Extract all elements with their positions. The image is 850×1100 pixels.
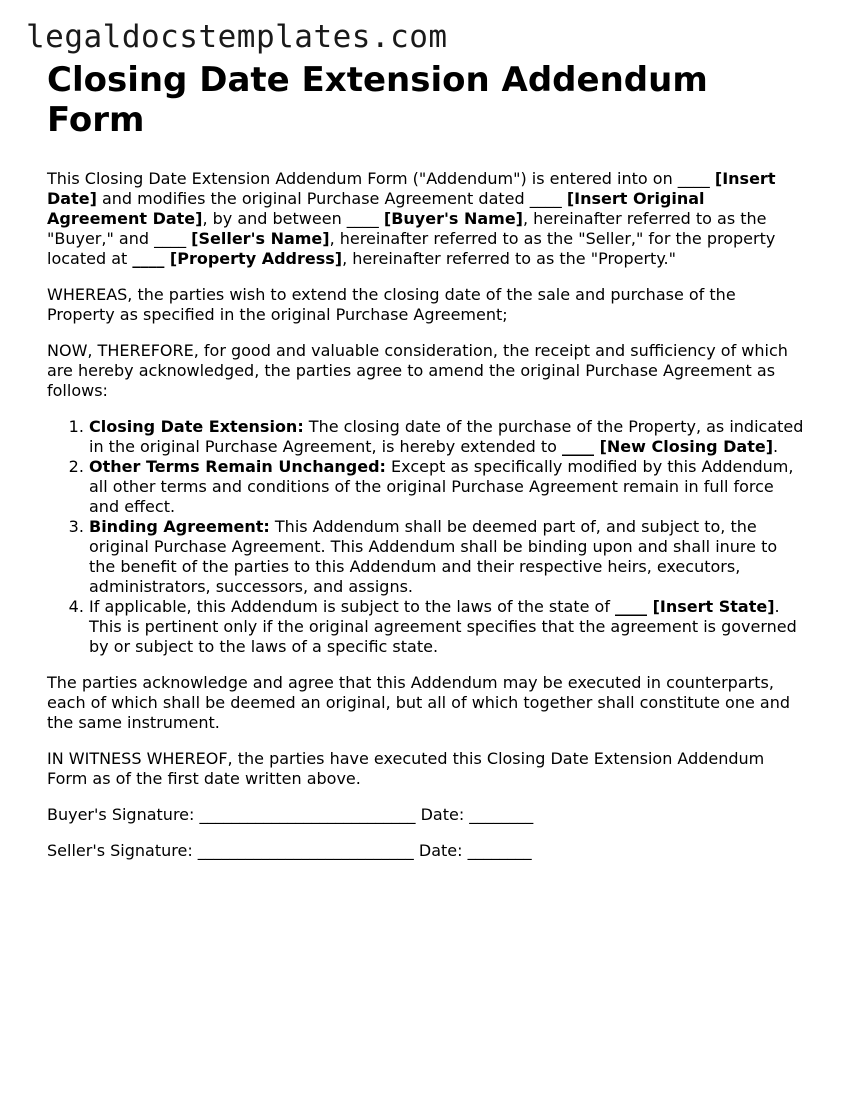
property-address-placeholder: ____ [Property Address]	[132, 249, 343, 268]
item-text: This Addendum shall be deemed part of, and subject to, the original Purchase Agreement. This Addendum shall be binding upon and shall inure to the benefit of the parties to this Addendum and their respective heirs, executors, administrators, successors, and assigns.	[89, 517, 778, 596]
buyer-name-placeholder: [Buyer's Name]	[383, 209, 523, 228]
new-closing-date-placeholder: ____ [New Closing Date]	[562, 437, 774, 456]
buyer-signature-line: Buyer's Signature: ___________________________ Date: ________	[47, 805, 534, 824]
item-tail: .	[773, 437, 779, 456]
insert-date-placeholder: [Insert Date]	[47, 169, 776, 208]
intro-text-5: , hereinafter referred to as the "Seller," for the property located at	[47, 229, 776, 268]
list-item	[89, 417, 807, 457]
page-title: Closing Date Extension Addendum Form	[47, 60, 708, 140]
seller-name-placeholder: [Seller's Name]	[191, 229, 330, 248]
document-body	[47, 60, 807, 877]
original-agreement-date-placeholder: [Insert Original Agreement Date]	[47, 189, 705, 228]
insert-state-placeholder: ____ [Insert State]	[615, 597, 775, 616]
intro-text-6: , hereinafter referred to as the "Property."	[342, 249, 676, 268]
intro-text-3: , by and between ____	[202, 209, 384, 228]
site-watermark: legaldocstemplates.com	[26, 19, 448, 55]
item-label: Binding Agreement:	[89, 517, 270, 536]
item-tail: . This is pertinent only if the original agreement specifies that the agreement is governed by or subject to the laws of a specific state.	[89, 597, 797, 656]
intro-text-4: , hereinafter referred to as the "Buyer," and ____	[47, 209, 767, 248]
intro-paragraph	[47, 169, 807, 269]
item-text: Except as specifically modified by this Addendum, all other terms and conditions of the original Purchase Agreement remain in full force and effect.	[89, 457, 794, 516]
item-text: The closing date of the purchase of the Property, as indicated in the original Purchase Agreement, is hereby extended to	[89, 417, 804, 456]
seller-signature-line: Seller's Signature: ___________________________ Date: ________	[47, 841, 532, 860]
now-therefore-paragraph: NOW, THEREFORE, for good and valuable consideration, the receipt and sufficiency of which are hereby acknowledged, the parties agree to amend the original Purchase Agreement as follows:	[47, 341, 788, 400]
item-label: Closing Date Extension:	[89, 417, 304, 436]
intro-text-1: This Closing Date Extension Addendum Form ("Addendum") is entered into on ____	[47, 169, 715, 188]
list-item	[89, 457, 807, 517]
counterparts-paragraph: The parties acknowledge and agree that this Addendum may be executed in counterparts, each of which shall be deemed an original, but all of which together shall constitute one and the same instrument.	[47, 673, 790, 732]
whereas-paragraph: WHEREAS, the parties wish to extend the closing date of the sale and purchase of the Property as specified in the original Purchase Agreement;	[47, 285, 736, 324]
item-label: Other Terms Remain Unchanged:	[89, 457, 386, 476]
intro-text-2: and modifies the original Purchase Agreement dated ____	[96, 189, 567, 208]
witness-paragraph: IN WITNESS WHEREOF, the parties have executed this Closing Date Extension Addendum Form as of the first date written above.	[47, 749, 765, 788]
list-item	[89, 517, 807, 597]
item-text: If applicable, this Addendum is subject to the laws of the state of	[89, 597, 616, 616]
list-item	[89, 597, 807, 657]
terms-list	[47, 417, 807, 657]
